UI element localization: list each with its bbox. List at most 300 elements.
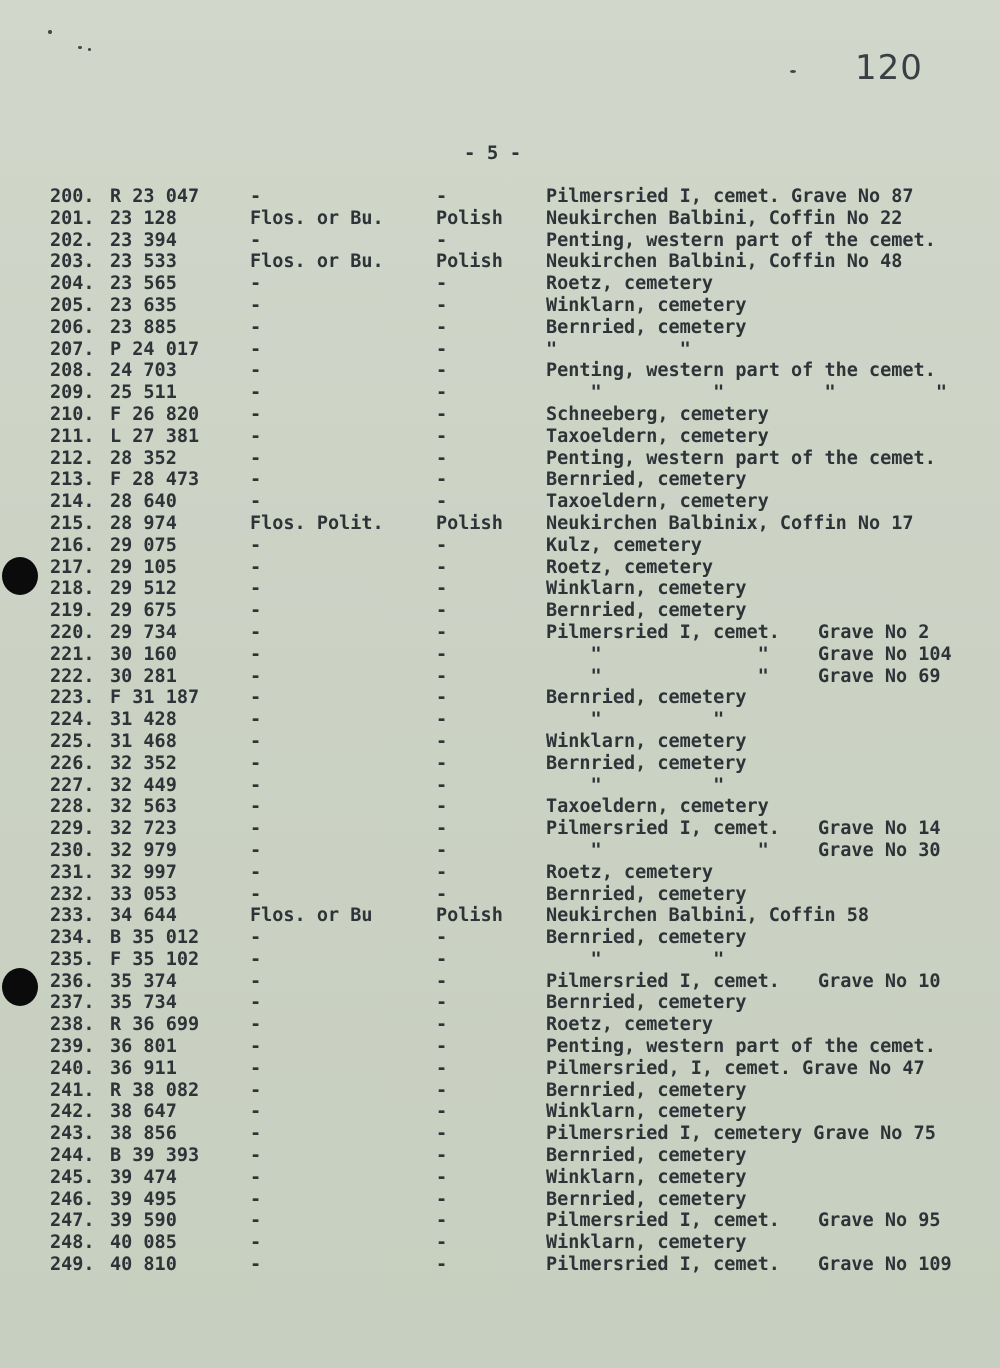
nationality: - bbox=[436, 883, 448, 905]
burial-location: Roetz, cemetery bbox=[546, 861, 714, 883]
burial-location: Pilmersried I, cemet. Grave No 87 bbox=[546, 186, 914, 207]
burial-list bbox=[0, 186, 1000, 1276]
prisoner-number: 28 640 bbox=[110, 491, 177, 513]
burial-location: Kulz, cemetery bbox=[546, 534, 702, 556]
table-row bbox=[0, 1145, 1000, 1167]
burial-location: Bernried, cemetery bbox=[546, 883, 747, 905]
category: Flos. or Bu. bbox=[250, 207, 384, 229]
burial-location: Winklarn, cemetery bbox=[546, 1232, 747, 1254]
category: Flos. or Bu bbox=[250, 905, 373, 927]
burial-location: Pilmersried I, cemet. bbox=[546, 970, 780, 992]
category: - bbox=[250, 1101, 262, 1123]
table-row bbox=[0, 382, 1000, 404]
prisoner-number: 30 281 bbox=[110, 665, 177, 687]
nationality: - bbox=[436, 1101, 448, 1123]
burial-location: Bernried, cemetery bbox=[546, 469, 747, 491]
burial-location: Taxoeldern, cemetery bbox=[546, 491, 769, 513]
category: - bbox=[250, 338, 262, 360]
table-row bbox=[0, 840, 1000, 862]
nationality: - bbox=[436, 927, 448, 949]
prisoner-number: 29 734 bbox=[110, 621, 177, 643]
prisoner-number: 32 352 bbox=[110, 752, 177, 774]
nationality: - bbox=[436, 1079, 448, 1101]
table-row bbox=[0, 557, 1000, 579]
prisoner-number: F 26 820 bbox=[110, 403, 200, 425]
nationality: - bbox=[436, 1210, 448, 1232]
category: - bbox=[250, 730, 262, 752]
burial-location: " " bbox=[546, 643, 769, 665]
table-row bbox=[0, 186, 1000, 208]
entry-number: 203. bbox=[50, 251, 95, 273]
ink-speck bbox=[48, 30, 52, 34]
prisoner-number: 38 647 bbox=[110, 1101, 177, 1123]
table-row bbox=[0, 687, 1000, 709]
table-row bbox=[0, 1080, 1000, 1102]
nationality: - bbox=[436, 316, 448, 338]
table-row bbox=[0, 1232, 1000, 1254]
prisoner-number: R 38 082 bbox=[110, 1079, 200, 1101]
entry-number: 216. bbox=[50, 534, 95, 556]
nationality: - bbox=[436, 338, 448, 360]
entry-number: 200. bbox=[50, 186, 95, 207]
burial-location: " " bbox=[546, 709, 725, 731]
prisoner-number: 33 053 bbox=[110, 883, 177, 905]
burial-location: Winklarn, cemetery bbox=[546, 578, 747, 600]
entry-number: 226. bbox=[50, 752, 95, 774]
table-row bbox=[0, 709, 1000, 731]
prisoner-number: 29 105 bbox=[110, 556, 177, 578]
table-row bbox=[0, 404, 1000, 426]
prisoner-number: 32 563 bbox=[110, 796, 177, 818]
grave-number: Grave No 14 bbox=[818, 818, 941, 840]
burial-location: " " bbox=[546, 839, 769, 861]
table-row bbox=[0, 317, 1000, 339]
table-row bbox=[0, 513, 1000, 535]
burial-location: Bernried, cemetery bbox=[546, 316, 747, 338]
nationality: - bbox=[436, 1232, 448, 1254]
entry-number: 210. bbox=[50, 403, 95, 425]
nationality: - bbox=[436, 796, 448, 818]
entry-number: 235. bbox=[50, 948, 95, 970]
prisoner-number: 39 590 bbox=[110, 1210, 177, 1232]
burial-location: Winklarn, cemetery bbox=[546, 730, 747, 752]
nationality: - bbox=[436, 730, 448, 752]
entry-number: 214. bbox=[50, 491, 95, 513]
entry-number: 221. bbox=[50, 643, 95, 665]
table-row bbox=[0, 339, 1000, 361]
category: - bbox=[250, 1210, 262, 1232]
prisoner-number: 36 801 bbox=[110, 1036, 177, 1058]
category: - bbox=[250, 621, 262, 643]
table-row bbox=[0, 818, 1000, 840]
entry-number: 247. bbox=[50, 1210, 95, 1232]
burial-location: " " bbox=[546, 948, 725, 970]
prisoner-number: 32 449 bbox=[110, 774, 177, 796]
category: - bbox=[250, 1254, 262, 1276]
table-row bbox=[0, 731, 1000, 753]
burial-location: Bernried, cemetery bbox=[546, 687, 747, 709]
burial-location: Roetz, cemetery bbox=[546, 556, 714, 578]
table-row bbox=[0, 1167, 1000, 1189]
table-row bbox=[0, 426, 1000, 448]
table-row bbox=[0, 360, 1000, 382]
prisoner-number: 39 495 bbox=[110, 1188, 177, 1210]
entry-number: 238. bbox=[50, 1014, 95, 1036]
category: - bbox=[250, 1145, 262, 1167]
prisoner-number: 29 075 bbox=[110, 534, 177, 556]
category: - bbox=[250, 818, 262, 840]
nationality: - bbox=[436, 382, 448, 404]
nationality: - bbox=[436, 229, 448, 251]
ink-speck bbox=[790, 70, 796, 73]
burial-location: " " " " bbox=[546, 382, 947, 404]
category: - bbox=[250, 992, 262, 1014]
burial-location: Pilmersried, I, cemet. Grave No 47 bbox=[546, 1057, 925, 1079]
entry-number: 223. bbox=[50, 687, 95, 709]
burial-location: Taxoeldern, cemetery bbox=[546, 796, 769, 818]
burial-location: Taxoeldern, cemetery bbox=[546, 425, 769, 447]
nationality: Polish bbox=[436, 251, 503, 273]
prisoner-number: R 36 699 bbox=[110, 1014, 200, 1036]
entry-number: 219. bbox=[50, 600, 95, 622]
burial-location: Bernried, cemetery bbox=[546, 927, 747, 949]
table-row bbox=[0, 1036, 1000, 1058]
table-row bbox=[0, 295, 1000, 317]
burial-location: Bernried, cemetery bbox=[546, 1079, 747, 1101]
category: - bbox=[250, 469, 262, 491]
category: - bbox=[250, 774, 262, 796]
table-row bbox=[0, 208, 1000, 230]
prisoner-number: R 23 047 bbox=[110, 186, 200, 207]
prisoner-number: 34 644 bbox=[110, 905, 177, 927]
burial-location: Penting, western part of the cemet. bbox=[546, 1036, 936, 1058]
table-row bbox=[0, 600, 1000, 622]
entry-number: 240. bbox=[50, 1057, 95, 1079]
prisoner-number: 23 635 bbox=[110, 294, 177, 316]
burial-location: Bernried, cemetery bbox=[546, 992, 747, 1014]
category: - bbox=[250, 752, 262, 774]
nationality: - bbox=[436, 403, 448, 425]
burial-location: " " bbox=[546, 774, 725, 796]
prisoner-number: 23 565 bbox=[110, 273, 177, 295]
table-row bbox=[0, 535, 1000, 557]
prisoner-number: 32 723 bbox=[110, 818, 177, 840]
burial-location: Neukirchen Balbini, Coffin 58 bbox=[546, 905, 870, 927]
category: - bbox=[250, 1014, 262, 1036]
entry-number: 220. bbox=[50, 621, 95, 643]
entry-number: 202. bbox=[50, 229, 95, 251]
prisoner-number: 30 160 bbox=[110, 643, 177, 665]
burial-location: Pilmersried I, cemetery Grave No 75 bbox=[546, 1123, 936, 1145]
category: - bbox=[250, 665, 262, 687]
category: Flos. or Bu. bbox=[250, 251, 384, 273]
category: - bbox=[250, 491, 262, 513]
category: - bbox=[250, 425, 262, 447]
nationality: - bbox=[436, 469, 448, 491]
entry-number: 233. bbox=[50, 905, 95, 927]
table-row bbox=[0, 1210, 1000, 1232]
category: - bbox=[250, 1188, 262, 1210]
burial-location: Neukirchen Balbini, Coffin No 22 bbox=[546, 207, 903, 229]
table-row bbox=[0, 796, 1000, 818]
entry-number: 234. bbox=[50, 927, 95, 949]
category: - bbox=[250, 1057, 262, 1079]
entry-number: 241. bbox=[50, 1079, 95, 1101]
entry-number: 244. bbox=[50, 1145, 95, 1167]
entry-number: 230. bbox=[50, 839, 95, 861]
category: - bbox=[250, 1166, 262, 1188]
table-row bbox=[0, 1014, 1000, 1036]
grave-number: Grave No 104 bbox=[818, 643, 952, 665]
nationality: - bbox=[436, 752, 448, 774]
prisoner-number: F 31 187 bbox=[110, 687, 200, 709]
nationality: - bbox=[436, 818, 448, 840]
entry-number: 208. bbox=[50, 360, 95, 382]
prisoner-number: L 27 381 bbox=[110, 425, 200, 447]
table-row bbox=[0, 1189, 1000, 1211]
burial-location: Roetz, cemetery bbox=[546, 273, 714, 295]
entry-number: 225. bbox=[50, 730, 95, 752]
category: - bbox=[250, 839, 262, 861]
category: - bbox=[250, 382, 262, 404]
category: - bbox=[250, 578, 262, 600]
grave-number: Grave No 109 bbox=[818, 1254, 952, 1276]
nationality: - bbox=[436, 665, 448, 687]
nationality: - bbox=[436, 948, 448, 970]
nationality: - bbox=[436, 1188, 448, 1210]
burial-location: Bernried, cemetery bbox=[546, 1145, 747, 1167]
entry-number: 213. bbox=[50, 469, 95, 491]
entry-number: 246. bbox=[50, 1188, 95, 1210]
table-row bbox=[0, 1254, 1000, 1276]
table-row bbox=[0, 1101, 1000, 1123]
prisoner-number: B 35 012 bbox=[110, 927, 200, 949]
table-row bbox=[0, 666, 1000, 688]
burial-location: Pilmersried I, cemet. bbox=[546, 621, 780, 643]
entry-number: 218. bbox=[50, 578, 95, 600]
category: - bbox=[250, 948, 262, 970]
prisoner-number: F 35 102 bbox=[110, 948, 200, 970]
entry-number: 236. bbox=[50, 970, 95, 992]
entry-number: 243. bbox=[50, 1123, 95, 1145]
entry-number: 237. bbox=[50, 992, 95, 1014]
nationality: Polish bbox=[436, 512, 503, 534]
burial-location: Bernried, cemetery bbox=[546, 752, 747, 774]
prisoner-number: 35 374 bbox=[110, 970, 177, 992]
table-row bbox=[0, 644, 1000, 666]
entry-number: 229. bbox=[50, 818, 95, 840]
category: - bbox=[250, 709, 262, 731]
entry-number: 239. bbox=[50, 1036, 95, 1058]
entry-number: 217. bbox=[50, 556, 95, 578]
prisoner-number: 23 128 bbox=[110, 207, 177, 229]
prisoner-number: 23 394 bbox=[110, 229, 177, 251]
table-row bbox=[0, 1058, 1000, 1080]
burial-location: Pilmersried I, cemet. bbox=[546, 1254, 780, 1276]
category: - bbox=[250, 360, 262, 382]
entry-number: 206. bbox=[50, 316, 95, 338]
nationality: - bbox=[436, 839, 448, 861]
page-number: 120 bbox=[855, 48, 923, 88]
nationality: - bbox=[436, 534, 448, 556]
entry-number: 207. bbox=[50, 338, 95, 360]
nationality: - bbox=[436, 1254, 448, 1276]
prisoner-number: 40 810 bbox=[110, 1254, 177, 1276]
prisoner-number: 29 675 bbox=[110, 600, 177, 622]
table-row bbox=[0, 971, 1000, 993]
page-mark: - 5 - bbox=[464, 142, 522, 164]
ink-speck bbox=[88, 48, 91, 51]
entry-number: 211. bbox=[50, 425, 95, 447]
category: - bbox=[250, 1036, 262, 1058]
category: - bbox=[250, 403, 262, 425]
table-row bbox=[0, 949, 1000, 971]
table-row bbox=[0, 753, 1000, 775]
category: - bbox=[250, 1079, 262, 1101]
nationality: - bbox=[436, 491, 448, 513]
entry-number: 231. bbox=[50, 861, 95, 883]
nationality: - bbox=[436, 1166, 448, 1188]
table-row bbox=[0, 578, 1000, 600]
prisoner-number: 29 512 bbox=[110, 578, 177, 600]
prisoner-number: 28 352 bbox=[110, 447, 177, 469]
entry-number: 201. bbox=[50, 207, 95, 229]
grave-number: Grave No 95 bbox=[818, 1210, 941, 1232]
table-row bbox=[0, 775, 1000, 797]
table-row bbox=[0, 251, 1000, 273]
prisoner-number: 40 085 bbox=[110, 1232, 177, 1254]
nationality: - bbox=[436, 687, 448, 709]
category: - bbox=[250, 447, 262, 469]
grave-number: Grave No 2 bbox=[818, 621, 930, 643]
nationality: - bbox=[436, 1123, 448, 1145]
nationality: - bbox=[436, 1014, 448, 1036]
entry-number: 205. bbox=[50, 294, 95, 316]
nationality: Polish bbox=[436, 207, 503, 229]
nationality: - bbox=[436, 425, 448, 447]
prisoner-number: 23 533 bbox=[110, 251, 177, 273]
prisoner-number: 35 734 bbox=[110, 992, 177, 1014]
category: - bbox=[250, 1232, 262, 1254]
category: - bbox=[250, 229, 262, 251]
table-row bbox=[0, 469, 1000, 491]
table-row bbox=[0, 927, 1000, 949]
category: - bbox=[250, 294, 262, 316]
table-row bbox=[0, 448, 1000, 470]
burial-location: Winklarn, cemetery bbox=[546, 1166, 747, 1188]
category: - bbox=[250, 273, 262, 295]
table-row bbox=[0, 905, 1000, 927]
burial-location: Bernried, cemetery bbox=[546, 600, 747, 622]
burial-location: Penting, western part of the cemet. bbox=[546, 229, 936, 251]
category: - bbox=[250, 687, 262, 709]
nationality: - bbox=[436, 1057, 448, 1079]
grave-number: Grave No 69 bbox=[818, 665, 941, 687]
prisoner-number: B 39 393 bbox=[110, 1145, 200, 1167]
burial-location: Neukirchen Balbinix, Coffin No 17 bbox=[546, 512, 914, 534]
burial-location: Winklarn, cemetery bbox=[546, 294, 747, 316]
nationality: - bbox=[436, 970, 448, 992]
prisoner-number: 32 979 bbox=[110, 839, 177, 861]
nationality: - bbox=[436, 992, 448, 1014]
category: - bbox=[250, 861, 262, 883]
category: - bbox=[250, 796, 262, 818]
burial-location: Neukirchen Balbini, Coffin No 48 bbox=[546, 251, 903, 273]
ink-speck bbox=[78, 46, 82, 49]
entry-number: 248. bbox=[50, 1232, 95, 1254]
table-row bbox=[0, 273, 1000, 295]
nationality: - bbox=[436, 294, 448, 316]
nationality: - bbox=[436, 578, 448, 600]
prisoner-number: 31 468 bbox=[110, 730, 177, 752]
entry-number: 228. bbox=[50, 796, 95, 818]
nationality: - bbox=[436, 709, 448, 731]
burial-location: Pilmersried I, cemet. bbox=[546, 818, 780, 840]
prisoner-number: 31 428 bbox=[110, 709, 177, 731]
prisoner-number: 32 997 bbox=[110, 861, 177, 883]
table-row bbox=[0, 1123, 1000, 1145]
category: - bbox=[250, 643, 262, 665]
entry-number: 232. bbox=[50, 883, 95, 905]
entry-number: 222. bbox=[50, 665, 95, 687]
category: - bbox=[250, 600, 262, 622]
table-row bbox=[0, 862, 1000, 884]
burial-location: Bernried, cemetery bbox=[546, 1188, 747, 1210]
entry-number: 227. bbox=[50, 774, 95, 796]
burial-location: Schneeberg, cemetery bbox=[546, 403, 769, 425]
entry-number: 242. bbox=[50, 1101, 95, 1123]
entry-number: 245. bbox=[50, 1166, 95, 1188]
table-row bbox=[0, 230, 1000, 252]
category: - bbox=[250, 1123, 262, 1145]
nationality: - bbox=[436, 643, 448, 665]
nationality: - bbox=[436, 621, 448, 643]
table-row bbox=[0, 992, 1000, 1014]
nationality: - bbox=[436, 186, 448, 207]
prisoner-number: 39 474 bbox=[110, 1166, 177, 1188]
category: - bbox=[250, 883, 262, 905]
prisoner-number: 38 856 bbox=[110, 1123, 177, 1145]
nationality: - bbox=[436, 774, 448, 796]
nationality: - bbox=[436, 1036, 448, 1058]
nationality: - bbox=[436, 447, 448, 469]
grave-number: Grave No 30 bbox=[818, 839, 941, 861]
burial-location: " " bbox=[546, 338, 691, 360]
category: - bbox=[250, 970, 262, 992]
grave-number: Grave No 10 bbox=[818, 970, 941, 992]
burial-location: Penting, western part of the cemet. bbox=[546, 360, 936, 382]
prisoner-number: 25 511 bbox=[110, 382, 177, 404]
table-row bbox=[0, 622, 1000, 644]
entry-number: 215. bbox=[50, 512, 95, 534]
nationality: - bbox=[436, 556, 448, 578]
burial-location: Penting, western part of the cemet. bbox=[546, 447, 936, 469]
burial-location: Roetz, cemetery bbox=[546, 1014, 714, 1036]
table-row bbox=[0, 491, 1000, 513]
prisoner-number: 36 911 bbox=[110, 1057, 177, 1079]
burial-location: Pilmersried I, cemet. bbox=[546, 1210, 780, 1232]
prisoner-number: F 28 473 bbox=[110, 469, 200, 491]
burial-location: Winklarn, cemetery bbox=[546, 1101, 747, 1123]
prisoner-number: 23 885 bbox=[110, 316, 177, 338]
burial-location: " " bbox=[546, 665, 769, 687]
entry-number: 249. bbox=[50, 1254, 95, 1276]
prisoner-number: P 24 017 bbox=[110, 338, 200, 360]
entry-number: 209. bbox=[50, 382, 95, 404]
prisoner-number: 28 974 bbox=[110, 512, 177, 534]
prisoner-number: 24 703 bbox=[110, 360, 177, 382]
category: - bbox=[250, 316, 262, 338]
